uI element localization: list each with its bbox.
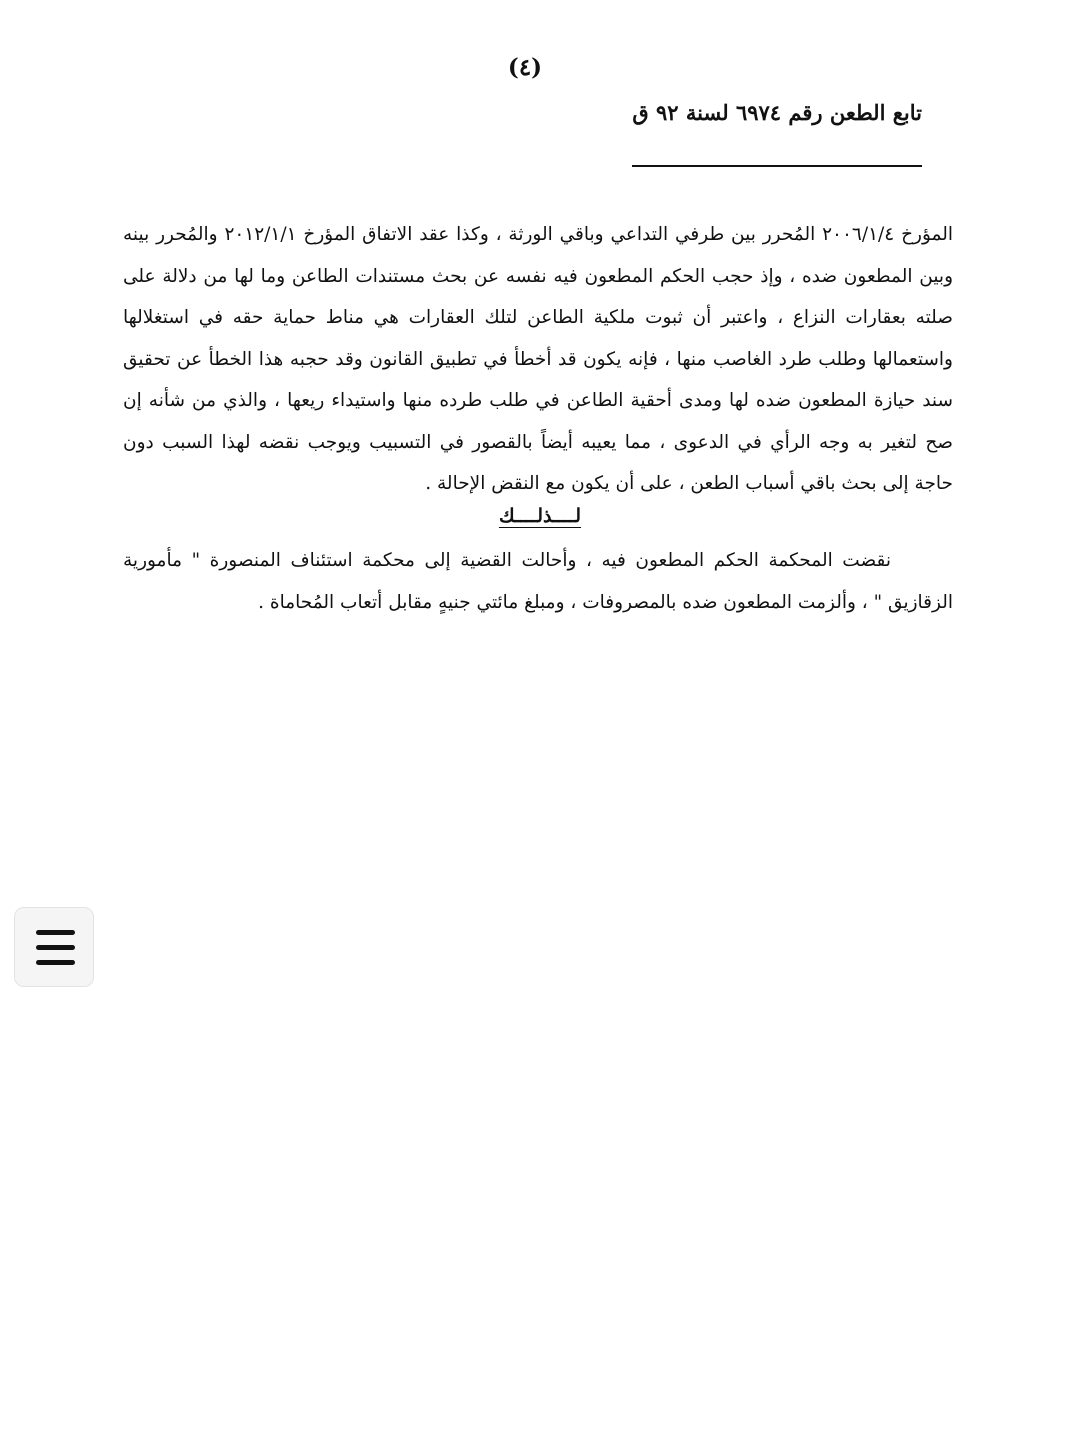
hamburger-menu-icon xyxy=(36,930,75,935)
verdict-paragraph xyxy=(123,540,953,623)
body-paragraph xyxy=(123,214,953,505)
case-header: تابع الطعن رقم ٦٩٧٤ لسنة ٩٢ ق xyxy=(632,100,922,125)
hamburger-menu-icon-bar xyxy=(36,945,75,950)
section-heading: لــــذلــــك xyxy=(498,505,582,527)
verdict-text: نقضت المحكمة الحكم المطعون فيه ، وأحالت القضية إلى محكمة استئناف المنصورة " مأمورية الزقازيق " ، وألزمت المطعون ضده بالمصروفات ، ومبلغ مائتي جنيهٍ مقابل أتعاب المُحاماة . xyxy=(123,550,953,613)
page-number: (٤) xyxy=(507,54,543,81)
paragraph-text: المؤرخ ٢٠٠٦/١/٤ المُحرر بين طرفي التداعي وباقي الورثة ، وكذا عقد الاتفاق المؤرخ ٢٠١٢/١/١ والمُحرر بينه وبين المطعون ضده ، وإذ حجب الحكم المطعون فيه نفسه عن بحث مستندات الطاعن وما لها من دلالة على صلته بعقارات النزاع ، واعتبر أن ثبوت ملكية الطاعن لتلك العقارات هي مناط حماية حقه في استغلالها واستعمالها وطلب طرد الغاصب منها ، فإنه يكون قد أخطأ في تطبيق القانون وقد حجبه هذا الخطأ عن تحقيق سند حيازة المطعون ضده لها ومدى أحقية الطاعن في طلب طرده منها واستيداء ريعها ، والذي من شأنه إن صح لتغير به وجه الرأي في الدعوى ، مما يعيبه أيضاً بالقصور في التسبيب ويوجب نقضه لهذا السبب دون حاجة إلى بحث باقي أسباب الطعن ، على أن يكون مع النقض الإحالة . xyxy=(123,224,953,494)
hamburger-menu-icon-bar xyxy=(36,960,75,965)
header-divider xyxy=(632,165,922,167)
menu-button[interactable] xyxy=(14,907,94,987)
